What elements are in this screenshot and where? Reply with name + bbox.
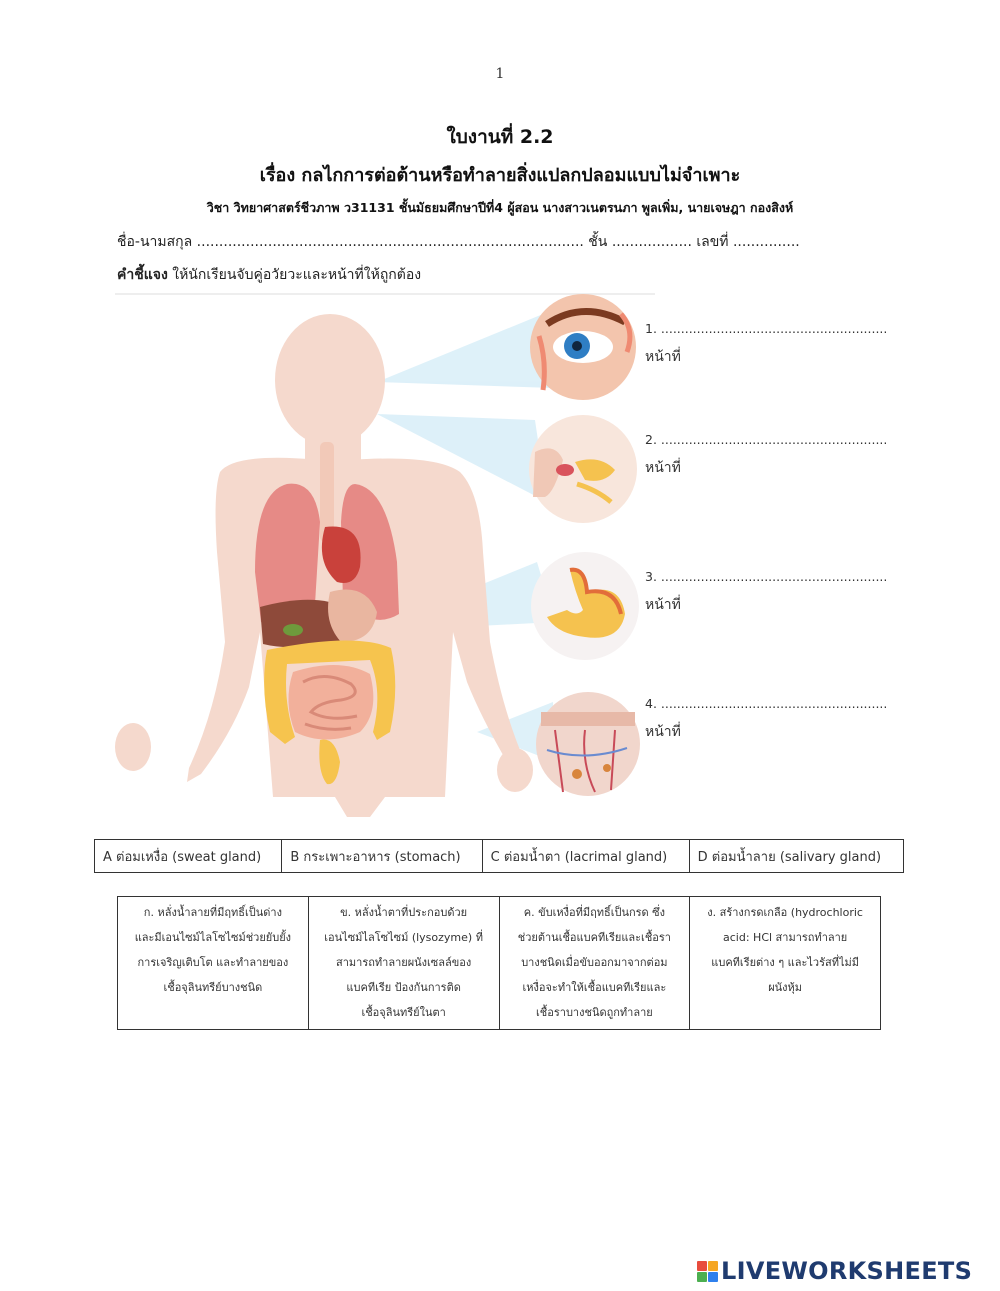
stomach-detail — [531, 552, 639, 660]
logo-block — [697, 1261, 707, 1271]
subject-line: วิชา วิทยาศาสตร์ชีวภาพ ว31131 ชั้นมัธยมศึกษาปีที่4 ผู้สอน นางสาวเนตรนภา พูลเพิ่ม, นายเจษฎา กองสิงห์ — [206, 200, 794, 215]
logo-block — [697, 1272, 707, 1282]
organ-option-a[interactable]: A ต่อมเหงื่อ (sweat gland) — [95, 840, 282, 873]
function-cell-ngo[interactable]: ง. สร้างกรดเกลือ (hydrochloric acid: HCl สามารถทำลาย แบคทีเรียต่าง ๆ และไวรัสที่ไม่มี ผนังหุ้ม — [690, 897, 881, 1030]
function-label: หน้าที่ — [645, 597, 681, 613]
function-cell-ko[interactable]: ก. หลั่งน้ำลายที่มีฤทธิ์เป็นด่าง และมีเอนไซม์ไลโซไซม์ช่วยยับยั้ง การเจริญเติบโต และทำลายของ เชื้อจุลินทรีย์บางชนิด — [118, 897, 309, 1030]
function-label: หน้าที่ — [645, 349, 681, 365]
answer-blank[interactable]: 1. ......................................................... — [645, 321, 888, 336]
function-cell-kho[interactable]: ข. หลั่งน้ำตาที่ประกอบด้วย เอนไซม์ไลโซไซม์ (lysozyme) ที่ สามารถทำลายผนังเซลล์ของ แบคทีเรีย ป้องกันการติด เชื้อจุลินทรีย์ในตา — [308, 897, 499, 1030]
student-info-line: ชื่อ-นามสกุล ....................................................................................... ชั้น .................. เลขที่ ............... — [117, 234, 800, 250]
logo-block — [708, 1261, 718, 1271]
function-label: หน้าที่ — [645, 724, 681, 740]
logo-blocks-icon — [697, 1261, 718, 1282]
function-label: หน้าที่ — [645, 460, 681, 476]
answer-4 — [645, 696, 888, 743]
answer-blank[interactable]: 3. ......................................................... — [645, 569, 888, 584]
instruction-text: ให้นักเรียนจับคู่อวัยวะและหน้าที่ให้ถูกต้อง — [167, 267, 422, 283]
function-descriptions-table — [117, 896, 881, 1030]
salivary-detail — [529, 415, 637, 523]
answer-3 — [645, 569, 888, 616]
sweat-gland-detail — [536, 692, 640, 796]
answer-2 — [645, 432, 888, 479]
organ-option-d[interactable]: D ต่อมน้ำลาย (salivary gland) — [689, 840, 903, 873]
page-number: 1 — [495, 66, 505, 82]
instruction-label: คำชี้แจง — [117, 267, 168, 283]
liveworksheets-logo — [697, 1254, 972, 1288]
answer-1 — [645, 321, 888, 368]
instruction — [117, 264, 421, 286]
logo-block — [708, 1272, 718, 1282]
worksheet-title: ใบงานที่ 2.2 — [446, 126, 554, 148]
worksheet-topic: เรื่อง กลไกการต่อต้านหรือทำลายสิ่งแปลกปลอมแบบไม่จำเพาะ — [259, 165, 741, 186]
organ-option-b[interactable]: B กระเพาะอาหาร (stomach) — [282, 840, 482, 873]
answer-blank[interactable]: 4. ......................................................... — [645, 696, 888, 711]
organ-option-c[interactable]: C ต่อมน้ำตา (lacrimal gland) — [482, 840, 689, 873]
organ-options-table — [94, 839, 904, 873]
brand-text: LIVEWORKSHEETS — [721, 1257, 973, 1285]
function-cell-kho-khon[interactable]: ค. ขับเหงื่อที่มีฤทธิ์เป็นกรด ซึ่ง ช่วยต้านเชื้อแบคทีเรียและเชื้อรา บางชนิดเมื่อขับออกมาจากต่อม เหงื่อจะทำให้เชื้อแบคทีเรียและ เชื้อราบางชนิดถูกทำลาย — [499, 897, 690, 1030]
eye-detail — [530, 294, 636, 400]
answer-blank[interactable]: 2. ......................................................... — [645, 432, 888, 447]
